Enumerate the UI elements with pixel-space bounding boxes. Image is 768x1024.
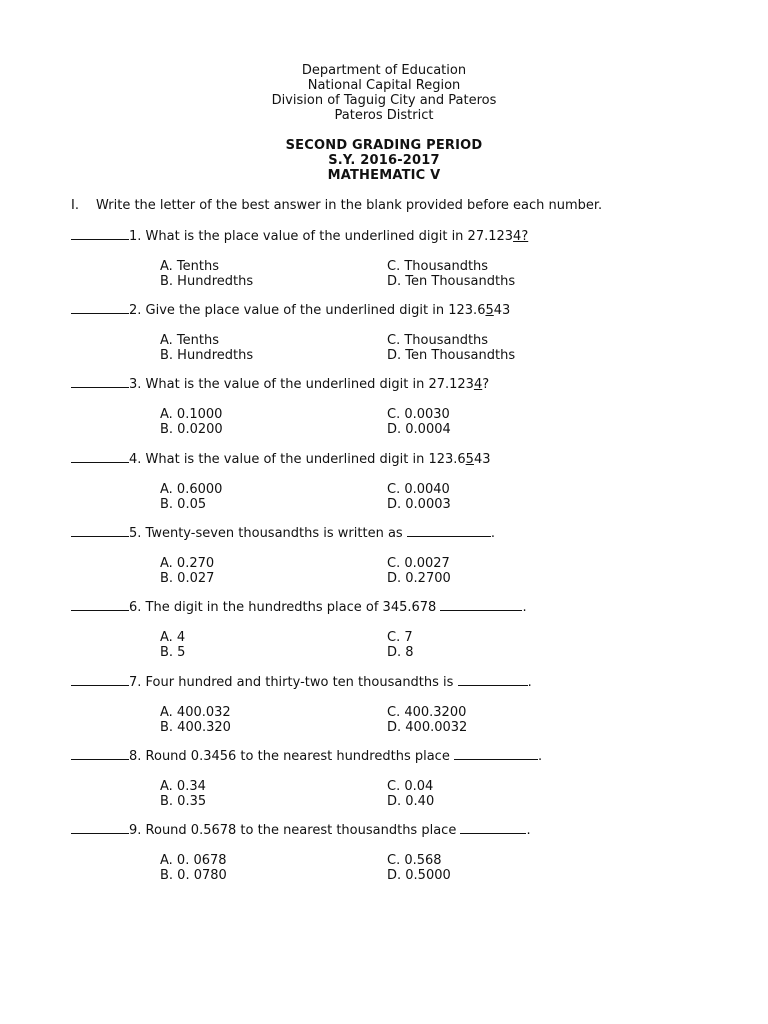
header-region: National Capital Region: [307, 78, 461, 93]
choice-a: A. Tenths: [160, 333, 220, 348]
exam-title: [0, 138, 768, 183]
answer-blank[interactable]: [71, 748, 129, 760]
choice-d: D. 400.0032: [387, 720, 468, 735]
choices: [71, 333, 711, 363]
choice-b: B. 0.05: [160, 497, 207, 512]
fill-in-blank[interactable]: [460, 822, 526, 834]
question-stem: 9. Round 0.5678 to the nearest thousandths place .: [71, 822, 711, 838]
choice-a: A. 0. 0678: [160, 853, 227, 868]
answer-blank[interactable]: [71, 674, 129, 686]
answer-blank[interactable]: [71, 599, 129, 611]
choice-a: A. 0.6000: [160, 482, 223, 497]
choices: [71, 630, 711, 660]
question-7: [71, 674, 711, 735]
choice-c: C. 0.04: [387, 779, 434, 794]
choice-c: C. 0.568: [387, 853, 442, 868]
choice-b: B. 0.0200: [160, 422, 223, 437]
choice-c: C. 0.0040: [387, 482, 450, 497]
choice-d: D. 0.0004: [387, 422, 451, 437]
choice-b: B. 0.35: [160, 794, 207, 809]
choice-a: A. 0.34: [160, 779, 206, 794]
choice-a: A. Tenths: [160, 259, 220, 274]
choice-a: A. 400.032: [160, 705, 231, 720]
question-stem: 6. The digit in the hundredths place of 345.678 .: [71, 599, 711, 615]
choices: [71, 779, 711, 809]
question-stem: 1. What is the place value of the underlined digit in 27.1234?: [71, 228, 711, 244]
choice-c: C. 0.0030: [387, 407, 450, 422]
question-2: [71, 302, 711, 363]
choices: [71, 705, 711, 735]
choice-d: D. 0.5000: [387, 868, 451, 883]
choice-d: D. Ten Thousandths: [387, 274, 516, 289]
underlined-digit: 4: [473, 377, 483, 392]
document-header: [0, 63, 768, 123]
instruction-text: Write the letter of the best answer in the blank provided before each number.: [96, 198, 603, 213]
answer-blank[interactable]: [71, 451, 129, 463]
title-grading-period: SECOND GRADING PERIOD: [285, 138, 483, 153]
choice-a: A. 0.270: [160, 556, 215, 571]
choice-b: B. Hundredths: [160, 348, 254, 363]
answer-blank[interactable]: [71, 822, 129, 834]
choice-a: A. 4: [160, 630, 186, 645]
choice-c: C. 400.3200: [387, 705, 467, 720]
choice-c: C. Thousandths: [387, 333, 489, 348]
header-district: Pateros District: [334, 108, 434, 123]
choices: [71, 556, 711, 586]
underlined-digit: 5: [485, 303, 494, 318]
header-division: Division of Taguig City and Pateros: [271, 93, 497, 108]
question-stem: 4. What is the value of the underlined digit in 123.6543: [71, 451, 711, 467]
question-stem: 7. Four hundred and thirty-two ten thousandths is .: [71, 674, 711, 690]
question-6: [71, 599, 711, 660]
instruction-number: I.: [71, 198, 79, 213]
question-9: [71, 822, 711, 883]
choice-c: C. Thousandths: [387, 259, 489, 274]
fill-in-blank[interactable]: [458, 674, 528, 686]
choices: [71, 259, 711, 289]
choice-a: A. 0.1000: [160, 407, 223, 422]
answer-blank[interactable]: [71, 376, 129, 388]
choice-b: B. 0.027: [160, 571, 215, 586]
answer-blank[interactable]: [71, 302, 129, 314]
instruction: [71, 198, 602, 213]
choice-d: D. 0.0003: [387, 497, 451, 512]
fill-in-blank[interactable]: [407, 525, 491, 537]
question-3: [71, 376, 711, 437]
fill-in-blank[interactable]: [454, 748, 538, 760]
question-8: [71, 748, 711, 809]
choice-d: D. 0.40: [387, 794, 435, 809]
question-stem: 3. What is the value of the underlined digit in 27.1234?: [71, 376, 711, 392]
choice-b: B. 400.320: [160, 720, 231, 735]
choice-d: D. 0.2700: [387, 571, 451, 586]
choice-b: B. Hundredths: [160, 274, 254, 289]
choices: [71, 482, 711, 512]
choice-d: D. 8: [387, 645, 414, 660]
choice-c: C. 7: [387, 630, 413, 645]
underlined-digit: 4?: [513, 229, 529, 244]
header-department: Department of Education: [301, 63, 467, 78]
choice-d: D. Ten Thousandths: [387, 348, 516, 363]
title-school-year: S.Y. 2016-2017: [328, 153, 440, 168]
fill-in-blank[interactable]: [440, 599, 522, 611]
question-stem: 5. Twenty-seven thousandths is written as .: [71, 525, 711, 541]
underlined-digit: 5: [465, 452, 474, 467]
title-subject: MATHEMATIC V: [327, 168, 441, 183]
choices: [71, 407, 711, 437]
choice-b: B. 5: [160, 645, 186, 660]
question-stem: 8. Round 0.3456 to the nearest hundredths place .: [71, 748, 711, 764]
question-5: [71, 525, 711, 586]
answer-blank[interactable]: [71, 228, 129, 240]
answer-blank[interactable]: [71, 525, 129, 537]
choice-c: C. 0.0027: [387, 556, 450, 571]
question-stem: 2. Give the place value of the underlined digit in 123.6543: [71, 302, 711, 318]
question-4: [71, 451, 711, 512]
choice-b: B. 0. 0780: [160, 868, 227, 883]
question-1: [71, 228, 711, 289]
choices: [71, 853, 711, 883]
